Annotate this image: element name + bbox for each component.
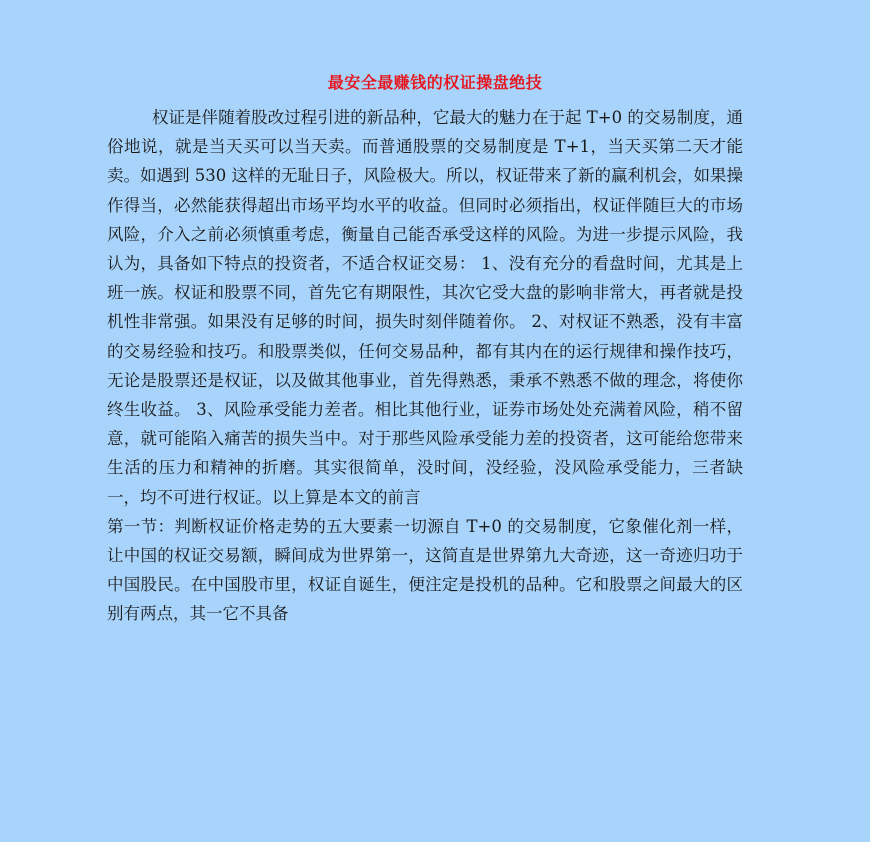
document-title: 最安全最赚钱的权证操盘绝技 — [327, 73, 543, 92]
document-body — [107, 103, 743, 629]
paragraph-section-one: 第一节：判断权证价格走势的五大要素一切源自 T+0 的交易制度，它象催化剂一样，让中国的权证交易额，瞬间成为世界第一，这简直是世界第九大奇迹，这一奇迹归功于中国股民。在中国股市里，权证自诞生，便注定是投机的品种。它和股票之间最大的区别有两点，其一它不具备 — [107, 516, 743, 624]
paragraph-intro: 权证是伴随着股改过程引进的新品种，它最大的魅力在于起 T+0 的交易制度，通俗地说，就是当天买可以当天卖。而普通股票的交易制度是 T+1，当天买第二天才能卖。如遇到 530 这样的无耻日子，风险极大。所以，权证带来了新的赢利机会，如果操作得当，必然能获得超出市场平均水平的收益。但同时必须指出，权证伴随巨大的市场风险，介入之前必须慎重考虑，衡量自己能否承受这样的风险。为进一步提示风险，我认为，具备如下特点的投资者，不适合权证交易： 1、没有充分的看盘时间，尤其是上班一族。权证和股票不同，首先它有期限性，其次它受大盘的影响非常大，再者就是投机性非常强。如果没有足够的时间，损失时刻伴随着你。 2、对权证不熟悉，没有丰富的交易经验和技巧。和股票类似，任何交易品种，都有其内在的运行规律和操作技巧，无论是股票还是权证，以及做其他事业，首先得熟悉，秉承不熟悉不做的理念，将使你终生收益。 3、风险承受能力差者。相比其他行业，证券市场处处充满着风险，稍不留意，就可能陷入痛苦的损失当中。对于那些风险承受能力差的投资者，这可能给您带来生活的压力和精神的折磨。其实很简单，没时间，没经验，没风险承受能力，三者缺一，均不可进行权证。以上算是本文的前言 — [107, 108, 743, 507]
